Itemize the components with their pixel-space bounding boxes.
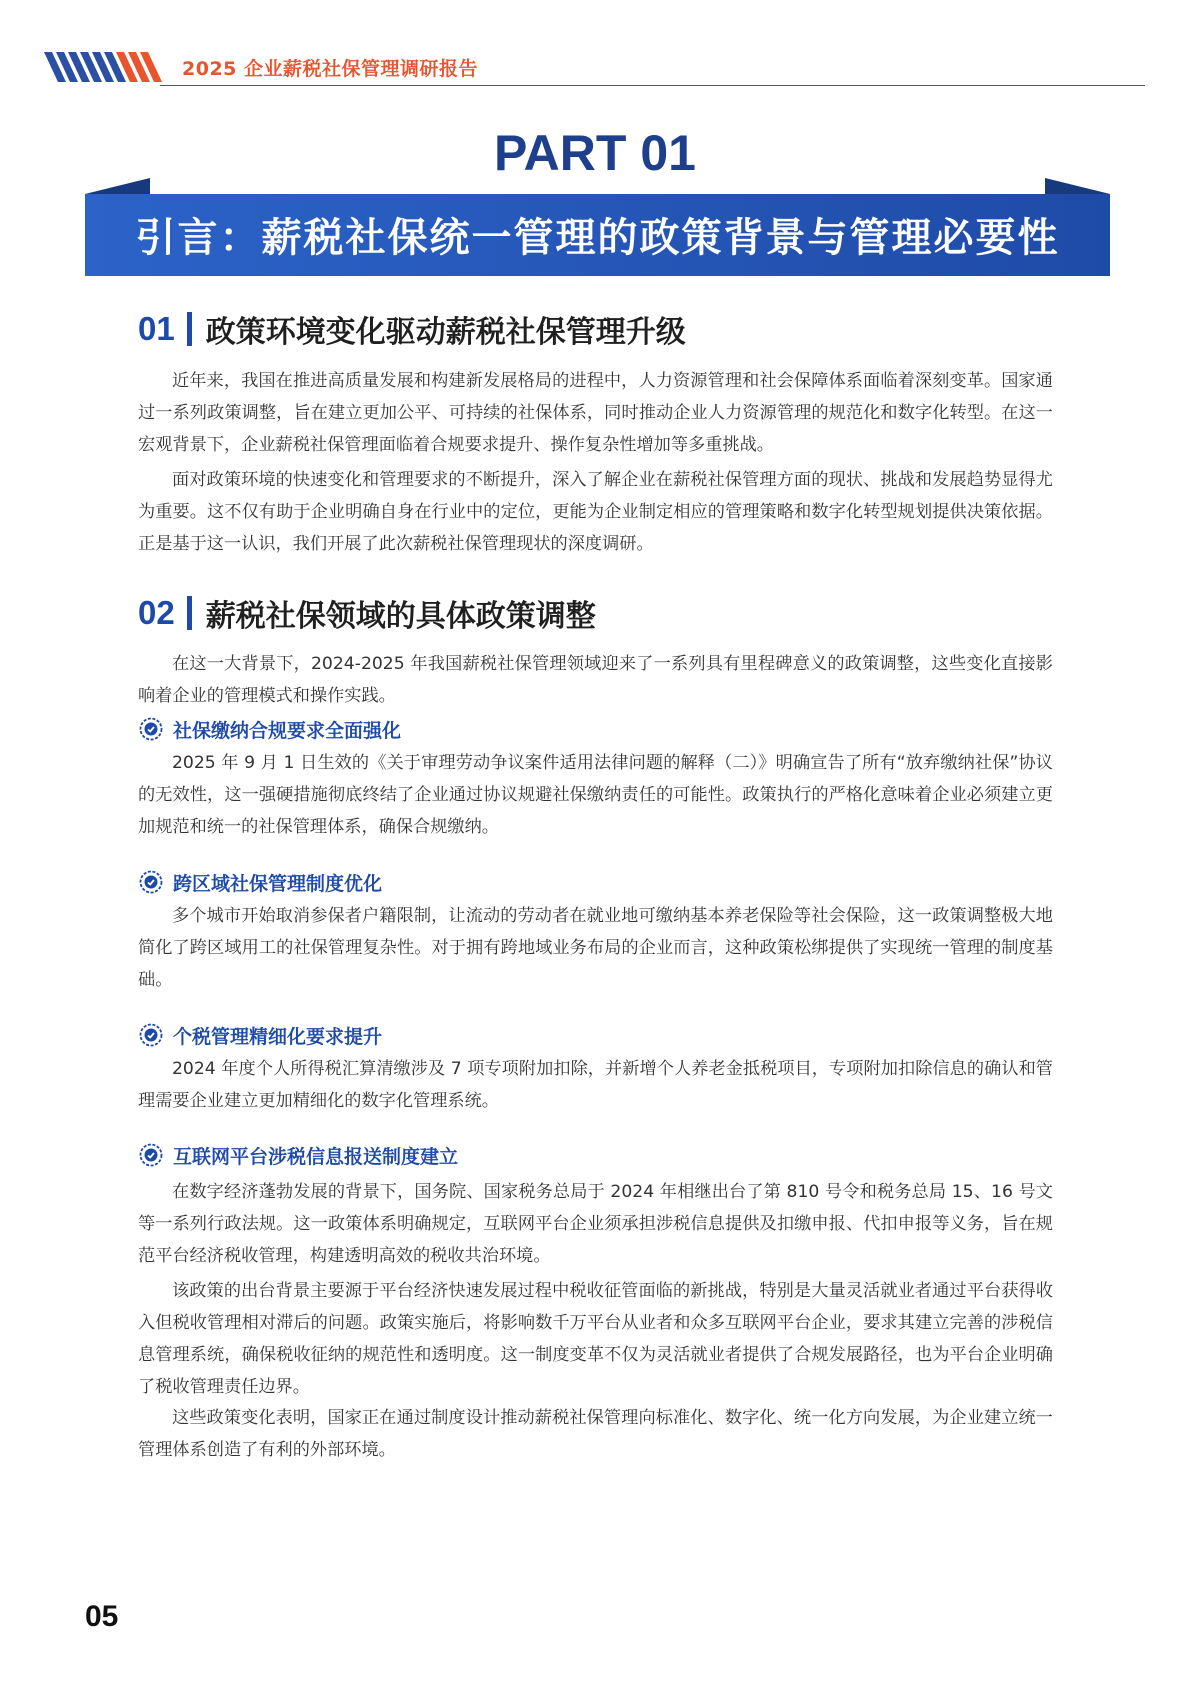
subsection-heading [139, 1140, 458, 1170]
subsection-title: 个税管理精细化要求提升 [173, 1025, 383, 1048]
subsection-heading [139, 1020, 382, 1050]
section-bar [187, 596, 192, 630]
section-title: 薪税社保领域的具体政策调整 [205, 599, 596, 634]
page-number: 05 [85, 1600, 119, 1633]
subsection-title: 互联网平台涉税信息报送制度建立 [173, 1145, 459, 1168]
chapter-title: 引言：薪税社保统一管理的政策背景与管理必要性 [135, 215, 1060, 261]
subsection-heading [139, 867, 382, 897]
paragraph: 多个城市开始取消参保者户籍限制，让流动的劳动者在就业地可缴纳基本养老保险等社会保险，这一政策调整极大地简化了跨区域用工的社保管理复杂性。对于拥有跨地域业务布局的企业而言，这种政策松绑提供了实现统一管理的制度基础。 [138, 906, 1053, 990]
section-number: 02 [138, 594, 175, 631]
section-number: 01 [138, 310, 175, 347]
gear-icon [139, 1023, 163, 1047]
report-header-title: 2025 企业薪税社保管理调研报告 [182, 58, 478, 80]
paragraph: 这些政策变化表明，国家正在通过制度设计推动薪税社保管理向标准化、数字化、统一化方向发展，为企业建立统一管理体系创造了有利的外部环境。 [138, 1408, 1053, 1460]
chapter-banner [85, 178, 1110, 276]
header-stripes-logo [44, 52, 172, 88]
gear-icon [139, 717, 163, 741]
section-01-heading [138, 309, 686, 349]
gear-icon [139, 1143, 163, 1167]
part-label: PART 01 [494, 125, 696, 181]
subsection-heading [139, 714, 401, 744]
paragraph: 2025 年 9 月 1 日生效的《关于审理劳动争议案件适用法律问题的解释（二）》明确宣告了所有“放弃缴纳社保”协议的无效性，这一强硬措施彻底终结了企业通过协议规避社保缴纳责任的可能性。政策执行的严格化意味着企业必须建立更加规范和统一的社保管理体系，确保合规缴纳。 [138, 753, 1053, 837]
section-bar [187, 312, 192, 346]
paragraph: 近年来，我国在推进高质量发展和构建新发展格局的进程中，人力资源管理和社会保障体系面临着深刻变革。国家通过一系列政策调整，旨在建立更加公平、可持续的社保体系，同时推动企业人力资源管理的规范化和数字化转型。在这一宏观背景下，企业薪税社保管理面临着合规要求提升、操作复杂性增加等多重挑战。 [138, 371, 1053, 455]
paragraph: 在这一大背景下，2024-2025 年我国薪税社保管理领域迎来了一系列具有里程碑意义的政策调整，这些变化直接影响着企业的管理模式和操作实践。 [138, 654, 1053, 706]
section-title: 政策环境变化驱动薪税社保管理升级 [205, 315, 686, 350]
paragraph: 在数字经济蓬勃发展的背景下，国务院、国家税务总局于 2024 年相继出台了第 810 号令和税务总局 15、16 号文等一系列行政法规。这一政策体系明确规定，互联网平台企业须承担涉税信息提供及扣缴申报、代扣申报等义务，旨在规范平台经济税收管理，构建透明高效的税收共治环境。 [138, 1182, 1053, 1266]
subsection-title: 跨区域社保管理制度优化 [173, 872, 383, 895]
paragraph: 该政策的出台背景主要源于平台经济快速发展过程中税收征管面临的新挑战，特别是大量灵活就业者通过平台获得收入但税收管理相对滞后的问题。政策实施后，将影响数千万平台从业者和众多互联网平台企业，要求其建立完善的涉税信息管理系统，确保税收征纳的规范性和透明度。这一制度变革不仅为灵活就业者提供了合规发展路径，也为平台企业明确了税收管理责任边界。 [138, 1281, 1053, 1397]
paragraph: 2024 年度个人所得税汇算清缴涉及 7 项专项附加扣除，并新增个人养老金抵税项目，专项附加扣除信息的确认和管理需要企业建立更加精细化的数字化管理系统。 [138, 1059, 1053, 1111]
gear-icon [139, 870, 163, 894]
paragraph: 面对政策环境的快速变化和管理要求的不断提升，深入了解企业在薪税社保管理方面的现状、挑战和发展趋势显得尤为重要。这不仅有助于企业明确自身在行业中的定位，更能为企业制定相应的管理策略和数字化转型规划提供决策依据。正是基于这一认识，我们开展了此次薪税社保管理现状的深度调研。 [138, 470, 1053, 554]
section-02-heading [138, 593, 596, 633]
subsection-title: 社保缴纳合规要求全面强化 [173, 719, 402, 742]
header-divider [160, 85, 1145, 86]
